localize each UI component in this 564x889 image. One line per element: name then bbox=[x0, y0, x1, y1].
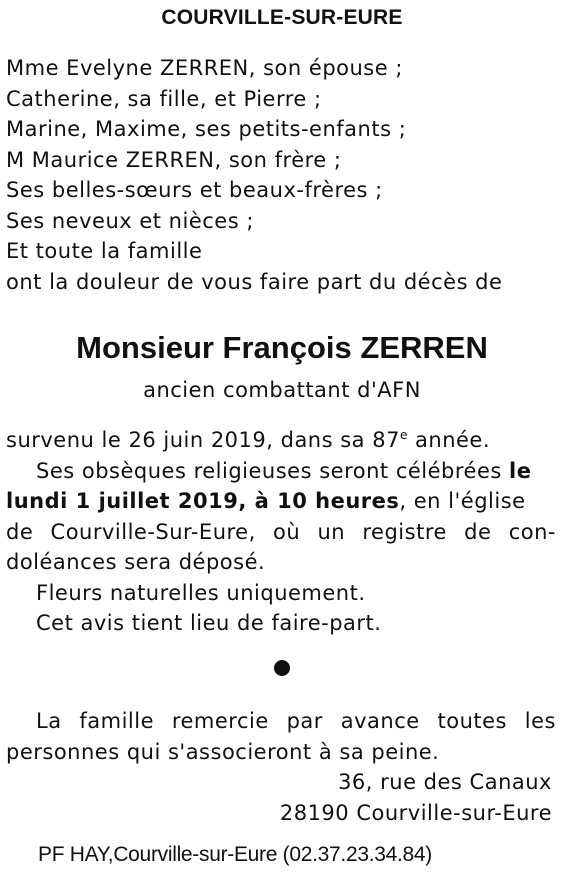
funeral-text: Ses obsèques religieuses seront célébrées bbox=[36, 458, 509, 483]
funeral-home: PF HAY,Courville-sur-Eure (02.37.23.34.84) bbox=[38, 843, 432, 866]
family-line: Marine, Maxime, ses petits-enfants ; bbox=[6, 117, 407, 141]
family-line: ont la douleur de vous faire part du décès de bbox=[6, 269, 503, 294]
town-heading: COURVILLE-SUR-EURE bbox=[161, 6, 403, 29]
funeral-date-start: le bbox=[509, 458, 532, 483]
thanks-block bbox=[6, 706, 556, 828]
address-city: 28190 Courville-sur-Eure bbox=[279, 800, 552, 825]
family-line: Et toute la famille bbox=[6, 239, 203, 263]
details-block bbox=[6, 425, 556, 639]
family-list bbox=[6, 53, 556, 297]
death-text: survenu le 26 juin 2019, dans sa 87 bbox=[6, 428, 400, 452]
death-line bbox=[6, 425, 556, 456]
deceased-title: ancien combattant d'AFN bbox=[143, 378, 421, 402]
separator-bullet-icon bbox=[274, 660, 290, 676]
ordinal-suffix: e bbox=[399, 428, 408, 442]
funeral-date: lundi 1 juillet 2019, à 10 heures bbox=[6, 489, 400, 513]
thanks-line: La famille remercie par avance toutes les bbox=[36, 709, 556, 733]
family-line: Ses neveux et nièces ; bbox=[6, 208, 254, 233]
funeral-place: , en l'église bbox=[399, 489, 526, 513]
notice-line: Cet avis tient lieu de faire-part. bbox=[36, 611, 382, 635]
family-line: Ses belles-sœurs et beaux-frères ; bbox=[6, 178, 383, 202]
address-street: 36, rue des Canaux bbox=[338, 770, 552, 794]
thanks-line: personnes qui s'associeront à sa peine. bbox=[6, 739, 440, 764]
family-line: Mme Evelyne ZERREN, son épouse ; bbox=[6, 56, 403, 80]
family-line: M Maurice ZERREN, son frère ; bbox=[6, 147, 342, 172]
death-text-end: année. bbox=[407, 428, 491, 452]
funeral-line bbox=[6, 486, 556, 517]
deceased-name: Monsieur François ZERREN bbox=[76, 330, 488, 365]
flowers-line: Fleurs naturelles uniquement. bbox=[36, 580, 366, 605]
funeral-line: doléances sera déposé. bbox=[6, 550, 266, 574]
funeral-line bbox=[6, 456, 556, 487]
family-line: Catherine, sa fille, et Pierre ; bbox=[6, 86, 322, 111]
funeral-line: de Courville-Sur-Eure, où un registre de con- bbox=[6, 519, 556, 544]
